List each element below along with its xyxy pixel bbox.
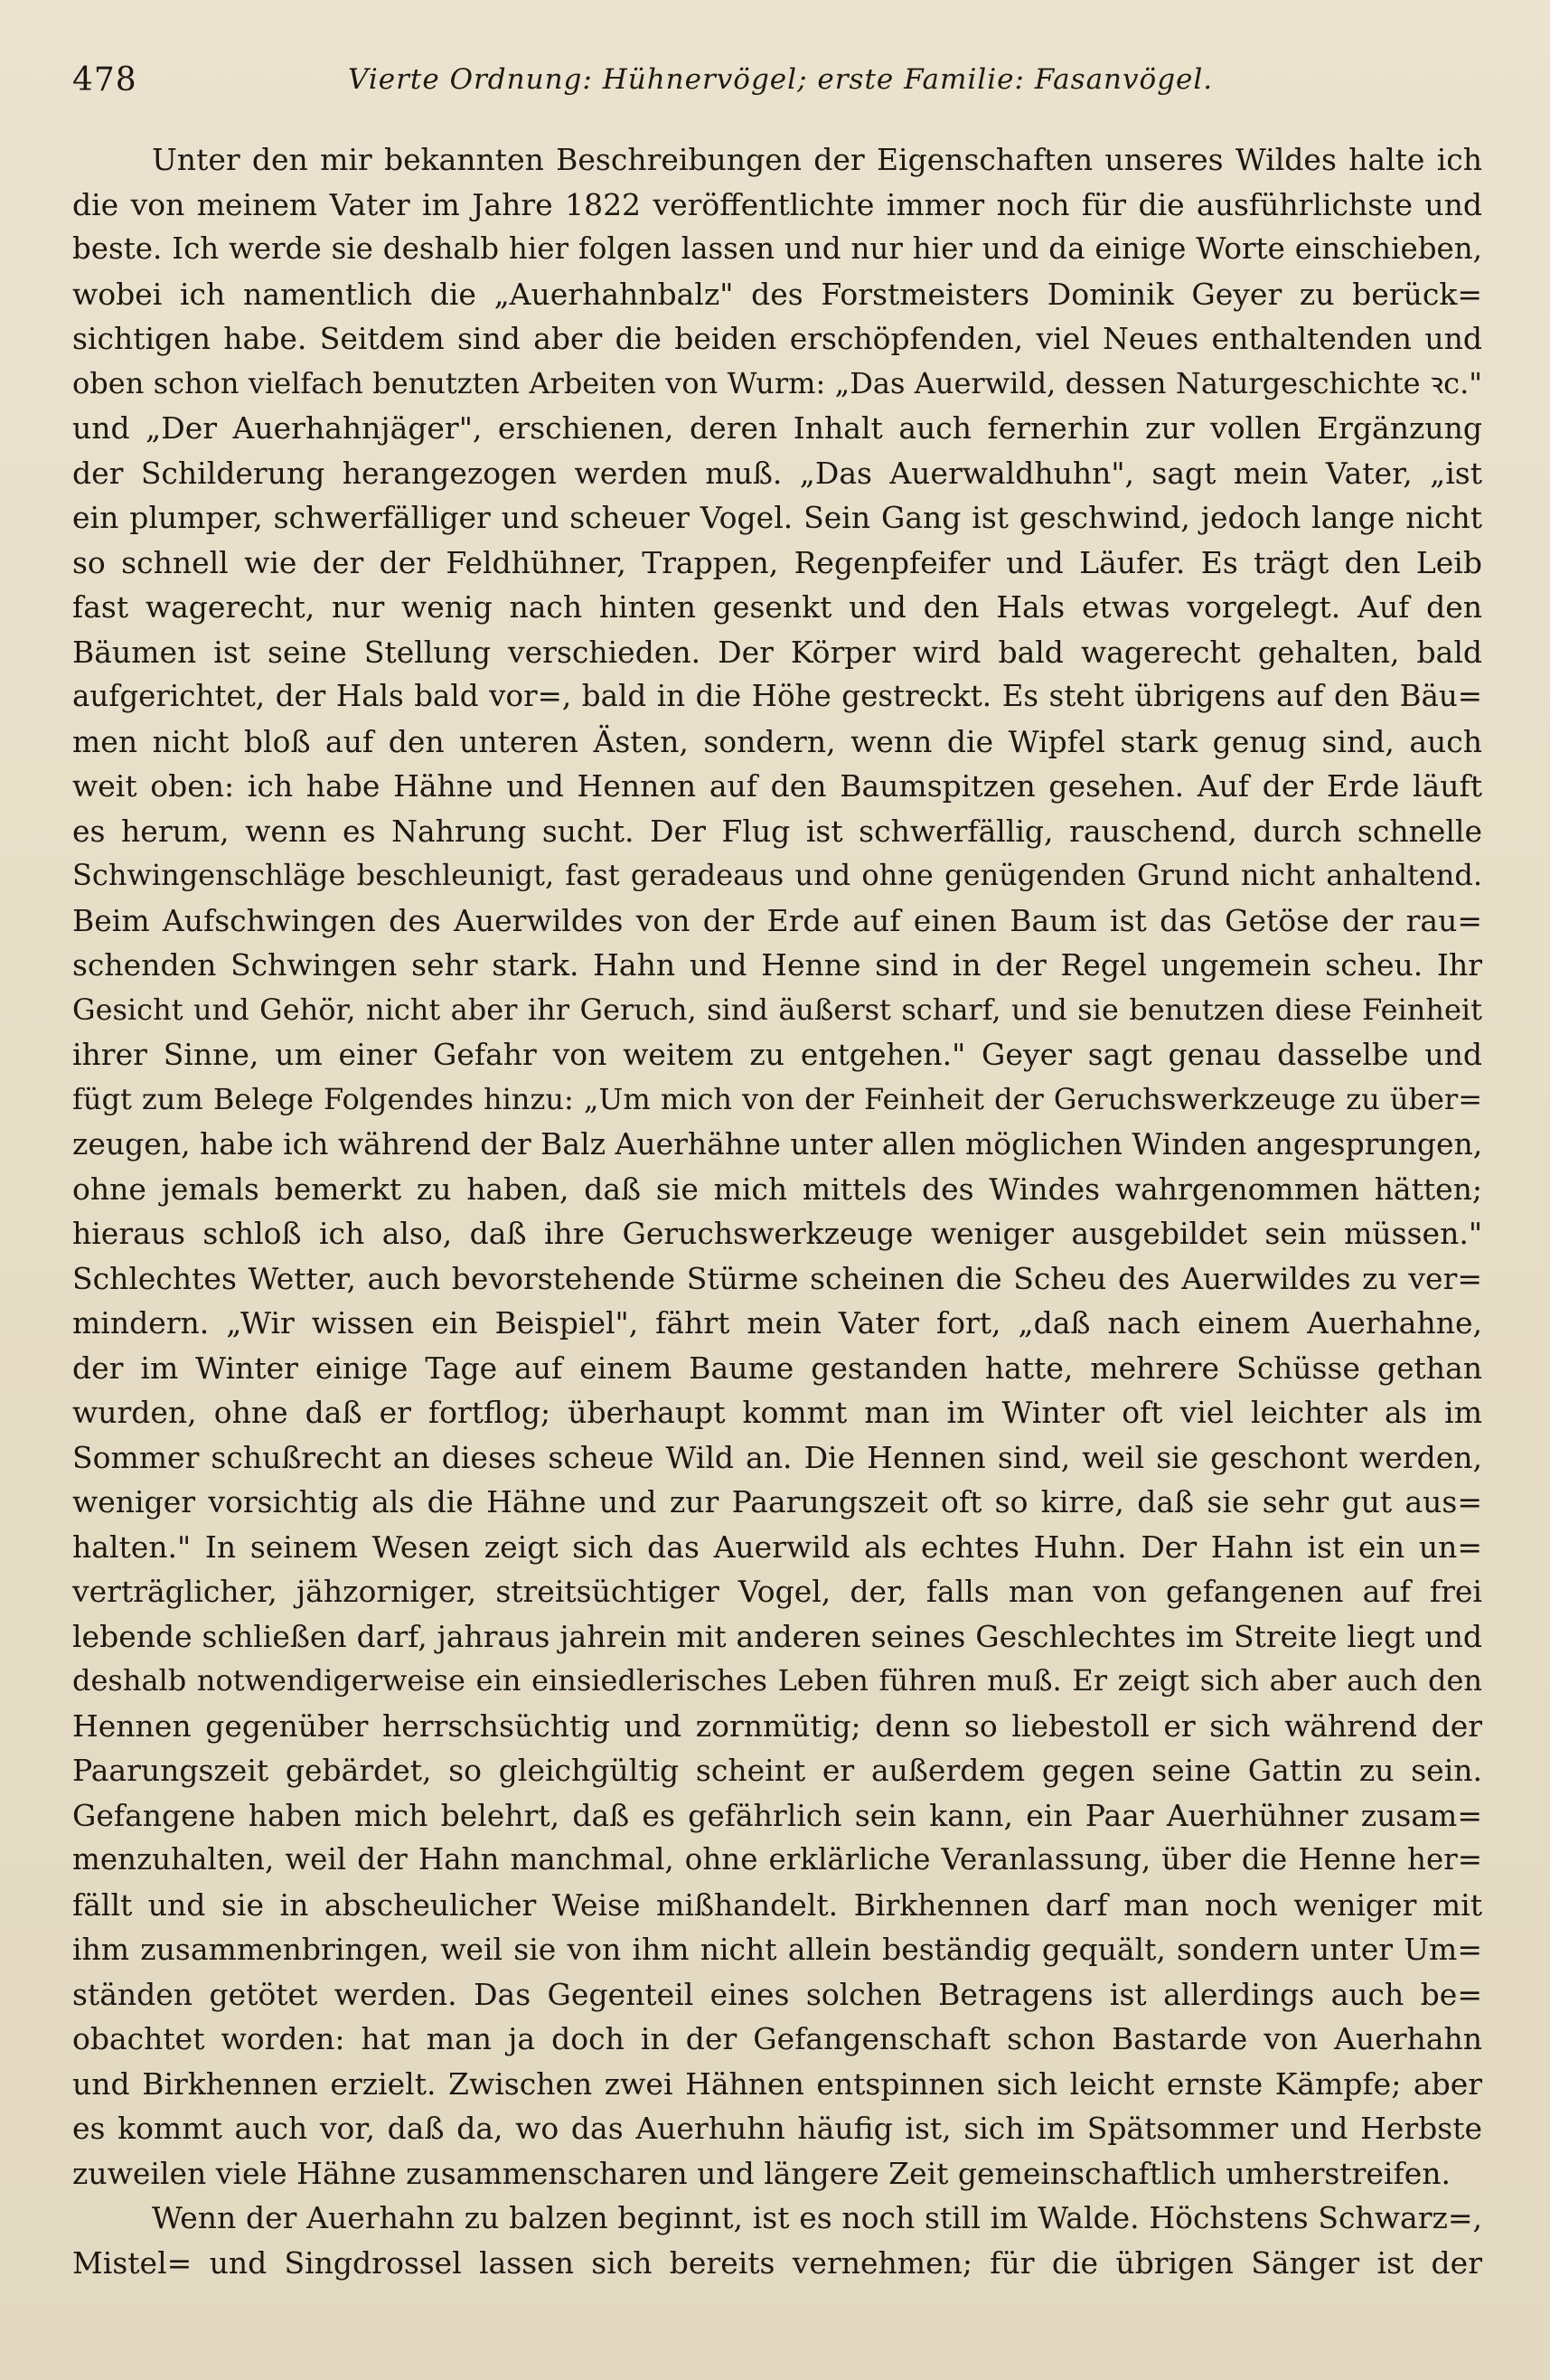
text-line: Schlechtes Wetter, auch bevorstehende Stürme scheinen die Scheu des Auerwildes zu ver= <box>72 1260 1482 1296</box>
text-line: Unter den mir bekannten Beschreibungen der Eigenschaften unseres Wildes halte ich <box>152 142 1482 177</box>
text-line: so schnell wie der der Feldhühner, Trappen, Regenpfeifer und Läufer. Es trägt den Leib <box>72 544 1482 580</box>
text-line: aufgerichtet, der Hals bald vor=, bald in die Höhe gestreckt. Es steht übrigens auf den Bäu= <box>72 679 1482 713</box>
text-line: es herum, wenn es Nahrung sucht. Der Flug ist schwerfällig, rauschend, durch schnelle <box>72 813 1482 849</box>
text-line: fällt und sie in abscheulicher Weise mißhandelt. Birkhennen darf man noch weniger mit <box>72 1886 1482 1923</box>
page-header <box>72 61 1478 107</box>
text-line: halten." In seinem Wesen zeigt sich das Auerwild als echtes Huhn. Der Hahn ist ein un= <box>72 1529 1482 1565</box>
text-line: men nicht bloß auf den unteren Ästen, sondern, wenn die Wipfel stark genug sind, auch <box>72 723 1482 759</box>
text-line: wobei ich namentlich die „Auerhahnbalz" des Forstmeisters Dominik Geyer zu berück= <box>72 276 1482 312</box>
running-title: Vierte Ordnung: Hühnervögel; erste Familie: Fasanvögel. <box>348 63 1214 96</box>
text-line: zuweilen viele Hähne zusammenscharen und längere Zeit gemeinschaftlich umherstreifen. <box>72 2155 1451 2191</box>
text-line: menzuhalten, weil der Hahn manchmal, ohne erklärliche Veranlassung, über die Henne her= <box>72 1842 1482 1877</box>
text-line: deshalb notwendigerweise ein einsiedlerisches Leben führen muß. Er zeigt sich aber auch den <box>72 1663 1482 1698</box>
text-line: ständen getötet werden. Das Gegenteil eines solchen Betragens ist allerdings auch be= <box>72 1976 1482 2012</box>
text-line: ohne jemals bemerkt zu haben, daß sie mich mittels des Windes wahrgenommen hätten; <box>72 1171 1482 1207</box>
text-line: Sommer schußrecht an dieses scheue Wild an. Die Hennen sind, weil sie geschont werden, <box>72 1439 1482 1475</box>
text-line: der Schilderung herangezogen werden muß. „Das Auerwaldhuhn", sagt mein Vater, „ist <box>72 455 1482 491</box>
text-line: verträglicher, jähzorniger, streitsüchtiger Vogel, der, falls man von gefangenen auf frei <box>72 1574 1482 1609</box>
text-line: und Birkhennen erzielt. Zwischen zwei Hähnen entspinnen sich leicht ernste Kämpfe; aber <box>72 2065 1482 2102</box>
text-line: und „Der Auerhahnjäger", erschienen, deren Inhalt auch fernerhin zur vollen Ergänzung <box>72 410 1482 446</box>
text-line: Beim Aufschwingen des Auerwildes von der Erde auf einen Baum ist das Getöse der rau= <box>72 902 1482 938</box>
page-number: 478 <box>72 61 137 99</box>
body-text <box>72 137 1482 2285</box>
text-line: beste. Ich werde sie deshalb hier folgen lassen und nur hier und da einige Worte einschieben, <box>72 231 1482 266</box>
text-line: Hennen gegenüber herrschsüchtig und zornmütig; denn so liebestoll er sich während der <box>72 1707 1482 1744</box>
text-line: weniger vorsichtig als die Hähne und zur Paarungszeit oft so kirre, daß sie sehr gut aus= <box>72 1484 1482 1519</box>
text-line: Schwingenschläge beschleunigt, fast geradeaus und ohne genügenden Grund nicht anhaltend. <box>72 858 1482 892</box>
text-line: Paarungszeit gebärdet, so gleichgültig scheint er außerdem gegen seine Gattin zu sein. <box>72 1753 1482 1788</box>
text-line: obachtet worden: hat man ja doch in der Gefangenschaft schon Bastarde von Auerhahn <box>72 2021 1482 2056</box>
text-line: der im Winter einige Tage auf einem Baume gestanden hatte, mehrere Schüsse gethan <box>72 1350 1482 1386</box>
text-line: fügt zum Belege Folgendes hinzu: „Um mich von der Feinheit der Geruchswerkzeuge zu über= <box>72 1081 1482 1116</box>
text-line: fast wagerecht, nur wenig nach hinten gesenkt und den Hals etwas vorgelegt. Auf den <box>72 589 1482 625</box>
text-line: lebende schließen darf, jahraus jahrein mit anderen seines Geschlechtes im Streite liegt und <box>72 1618 1482 1654</box>
text-line: oben schon vielfach benutzten Arbeiten von Wurm: „Das Auerwild, dessen Naturgeschichte ꝛc." <box>72 365 1482 400</box>
text-line: Wenn der Auerhahn zu balzen beginnt, ist es noch still im Walde. Höchstens Schwarz=, <box>152 2200 1482 2235</box>
text-line: wurden, ohne daß er fortflog; überhaupt kommt man im Winter oft viel leichter als im <box>72 1395 1482 1430</box>
text-line: es kommt auch vor, daß da, wo das Auerhuhn häufig ist, sich im Spätsommer und Herbste <box>72 2111 1482 2146</box>
text-line: ihm zusammenbringen, weil sie von ihm nicht allein beständig gequält, sondern unter Um= <box>72 1932 1482 1967</box>
text-line: ein plumper, schwerfälliger und scheuer Vogel. Sein Gang ist geschwind, jedoch lange nicht <box>72 500 1482 535</box>
text-line: Bäumen ist seine Stellung verschieden. Der Körper wird bald wagerecht gehalten, bald <box>72 634 1482 670</box>
text-line: schenden Schwingen sehr stark. Hahn und Henne sind in der Regel ungemein scheu. Ihr <box>72 947 1482 983</box>
text-line: mindern. „Wir wissen ein Beispiel", fährt mein Vater fort, „daß nach einem Auerhahne, <box>72 1305 1482 1341</box>
text-line: zeugen, habe ich während der Balz Auerhähne unter allen möglichen Winden angesprungen, <box>72 1126 1482 1162</box>
text-line: Mistel= und Singdrossel lassen sich bereits vernehmen; für die übrigen Sänger ist der <box>72 2244 1482 2281</box>
text-line: sichtigen habe. Seitdem sind aber die beiden erschöpfenden, viel Neues enthaltenden und <box>72 321 1482 356</box>
text-line: Gesicht und Gehör, nicht aber ihr Geruch, sind äußerst scharf, und sie benutzen diese Feinheit <box>72 992 1482 1027</box>
text-line: ihrer Sinne, um einer Gefahr von weitem zu entgehen." Geyer sagt genau dasselbe und <box>72 1037 1482 1072</box>
text-line: weit oben: ich habe Hähne und Hennen auf den Baumspitzen gesehen. Auf der Erde läuft <box>72 768 1482 804</box>
text-line: hieraus schloß ich also, daß ihre Geruchswerkzeuge weniger ausgebildet sein müssen." <box>72 1216 1482 1251</box>
text-line: die von meinem Vater im Jahre 1822 veröffentlichte immer noch für die ausführlichste und <box>72 186 1482 222</box>
text-line: Gefangene haben mich belehrt, daß es gefährlich sein kann, ein Paar Auerhühner zusam= <box>72 1797 1482 1833</box>
